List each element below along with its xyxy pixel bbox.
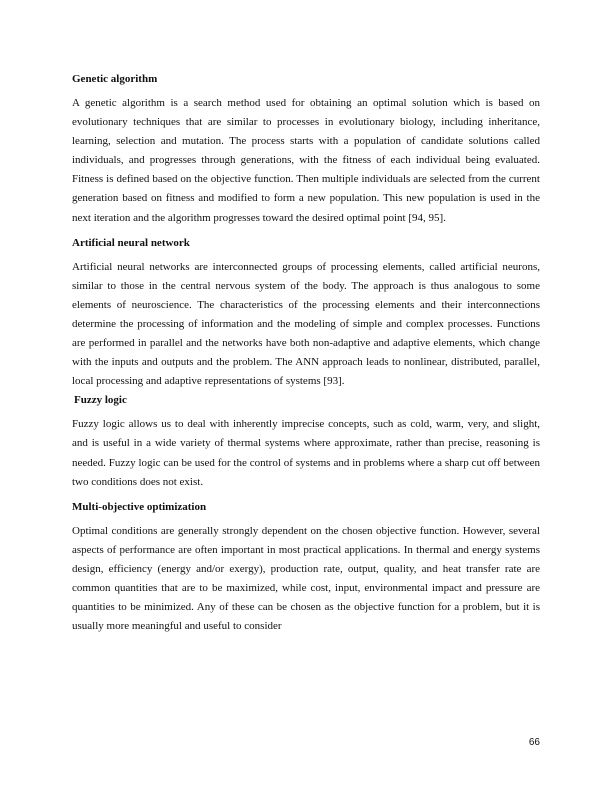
page-number: 66 [528, 737, 540, 748]
section-body-fuzzy-logic: Fuzzy logic allows us to deal with inherently imprecise concepts, such as cold, warm, very, and slight, and is useful in a wide variety of thermal systems where approximate, rather than precise, reasoning is needed. Fuzzy logic can be used for the control of systems and in problems where a sharp cut off between two conditions does not exist. [72, 418, 540, 488]
section-heading-artificial-neural-network: Artificial neural network [72, 236, 190, 249]
section-heading-multi-objective-optimization: Multi-objective optimization [72, 500, 207, 513]
section-body-artificial-neural-network: Artificial neural networks are interconnected groups of processing elements, called artificial neurons, similar to those in the central nervous system of the body. The approach is thus analogous to some elements of neuroscience. The characteristics of the processing elements and their interconnections determine the processing of information and the modeling of simple and complex processes. Functions are performed in parallel and the networks have both non-adaptive and adaptive elements, which change with the inputs and outputs and the problem. The ANN approach leads to nonlinear, distributed, parallel, local processing and adaptive representations of systems [93]. [72, 260, 540, 388]
section-body-multi-objective-optimization: Optimal conditions are generally strongly dependent on the chosen objective function. However, several aspects of performance are often important in most practical applications. In thermal and energy systems design, efficiency (energy and/or exergy), production rate, output, quality, and heat transfer rate are common quantities that are to be maximized, while cost, input, environmental impact and pressure are quantities to be minimized. Any of these can be chosen as the objective function for a problem, but it is usually more meaningful and useful to consider [72, 524, 540, 633]
document-page [72, 70, 540, 642]
section-heading-genetic-algorithm: Genetic algorithm [72, 73, 158, 85]
section-body-genetic-algorithm: A genetic algorithm is a search method used for obtaining an optimal solution which is based on evolutionary techniques that are similar to processes in evolutionary biology, including inheritance, learning, selection and mutation. The process starts with a population of candidate solutions called individuals, and progresses through generations, with the fitness of each individual being evaluated. Fitness is defined based on the objective function. Then multiple individuals are selected from the current generation based on fitness and modified to form a new population. This new population is used in the next iteration and the algorithm progresses toward the desired optimal point [94, 95]. [72, 97, 540, 224]
section-heading-fuzzy-logic: Fuzzy logic [74, 394, 127, 407]
